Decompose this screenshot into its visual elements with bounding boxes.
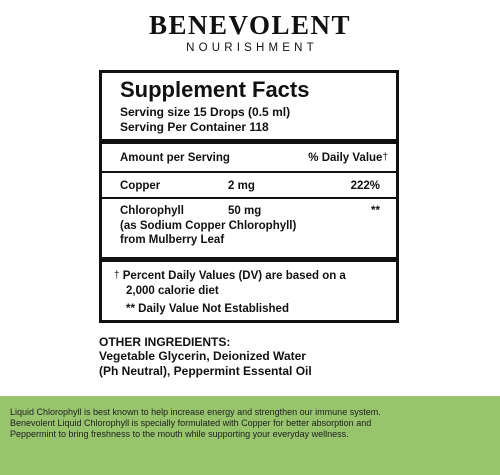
brand-tagline: NOURISHMENT	[186, 42, 318, 54]
chlorophyll-daily-value: **	[371, 205, 380, 217]
dagger-mark: †	[114, 270, 120, 281]
product-description-line: Peppermint to bring freshness to the mouth while supporting your everyday wellness.	[10, 429, 349, 439]
divider-thick	[102, 139, 396, 144]
daily-value-footnote-text: Percent Daily Values (DV) are based on a	[122, 270, 346, 282]
servings-per-container: Serving Per Container 118	[120, 120, 269, 134]
divider-thin	[102, 197, 396, 199]
other-ingredients-list: Vegetable Glycerin, Deionized Water	[99, 349, 306, 363]
amount-per-serving-header: Amount per Serving	[120, 152, 230, 164]
supplement-facts-panel	[99, 70, 399, 323]
daily-value-not-established-note: ** Daily Value Not Established	[126, 303, 289, 315]
product-description-line: Liquid Chlorophyll is best known to help increase energy and strengthen our immune system.	[10, 407, 381, 417]
copper-daily-value: 222%	[350, 180, 380, 192]
serving-size: Serving size 15 Drops (0.5 ml)	[120, 105, 291, 119]
daily-value-header	[308, 151, 388, 165]
supplement-facts-title: Supplement Facts	[120, 77, 310, 102]
chlorophyll-source-note: (as Sodium Copper Chlorophyll)	[120, 220, 297, 232]
daily-value-footnote	[114, 269, 346, 283]
daily-value-footnote-continued: 2,000 calorie diet	[126, 285, 219, 297]
other-ingredients	[99, 335, 419, 379]
daily-value-header-label: % Daily Value	[308, 152, 383, 164]
copper-name: Copper	[120, 180, 161, 192]
brand-name: BENEVOLENT	[148, 10, 351, 40]
brand-logo	[0, 10, 500, 55]
chlorophyll-amount: 50 mg	[228, 205, 262, 217]
chlorophyll-source-note: from Mulberry Leaf	[120, 234, 225, 246]
product-description-line: Benevolent Liquid Chlorophyll is specially formulated with Copper for better absorption and	[10, 418, 372, 428]
divider-thin	[102, 171, 396, 173]
copper-amount: 2 mg	[228, 180, 255, 192]
divider-thick	[102, 257, 396, 262]
product-description-banner	[0, 396, 500, 475]
dagger-mark: †	[382, 152, 388, 163]
chlorophyll-name: Chlorophyll	[120, 205, 184, 217]
other-ingredients-heading: OTHER INGREDIENTS:	[99, 335, 231, 349]
other-ingredients-list: (Ph Neutral), Peppermint Essental Oil	[99, 364, 312, 378]
